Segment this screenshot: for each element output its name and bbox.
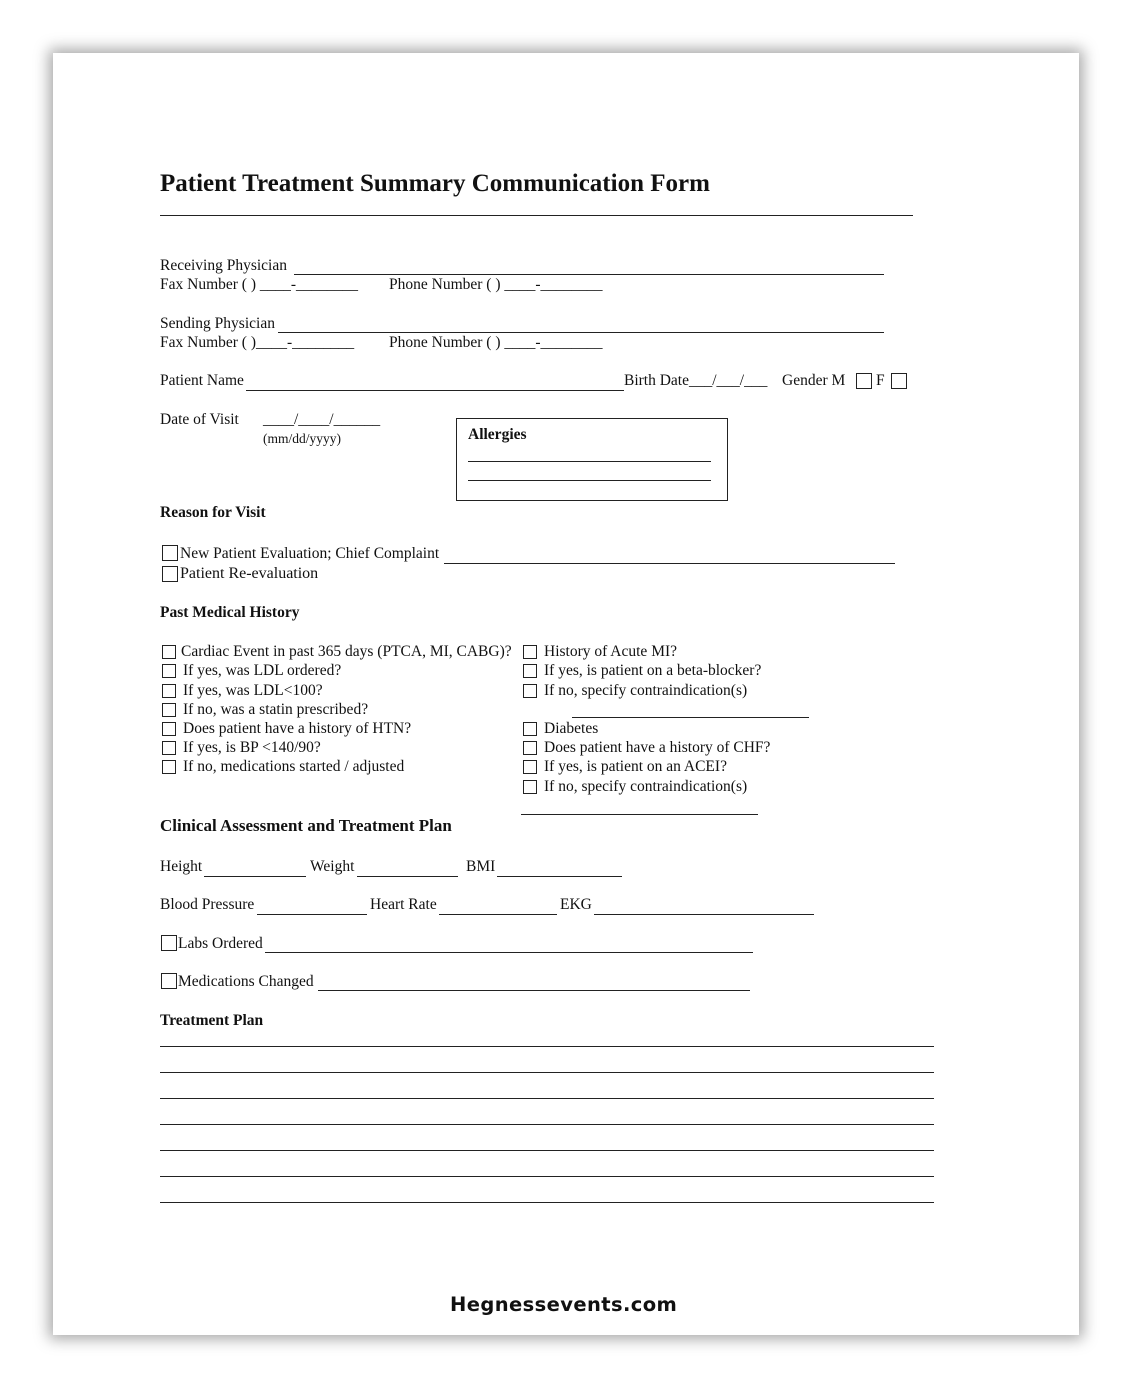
heart-rate-field[interactable]: [439, 914, 557, 915]
acei-label: If yes, is patient on an ACEI?: [544, 758, 727, 775]
sending-fax-field[interactable]: Fax Number ( )____-________: [160, 334, 355, 351]
diabetes-label: Diabetes: [544, 720, 599, 737]
ldl-ordered-label: If yes, was LDL ordered?: [183, 662, 342, 679]
chf-checkbox[interactable]: [523, 741, 537, 755]
contraindication-2-label: If no, specify contraindication(s): [544, 778, 748, 795]
acute-mi-checkbox[interactable]: [523, 645, 537, 659]
treatment-heading: Treatment Plan: [160, 1012, 264, 1029]
acei-checkbox[interactable]: [523, 760, 537, 774]
new-patient-label: New Patient Evaluation; Chief Complaint: [180, 545, 440, 562]
treatment-line-7[interactable]: [160, 1202, 934, 1203]
treatment-line-2[interactable]: [160, 1072, 934, 1073]
re-evaluation-checkbox[interactable]: [162, 566, 178, 582]
sending-phone-field[interactable]: Phone Number ( ) ____-________: [389, 334, 603, 351]
treatment-line-1[interactable]: [160, 1046, 934, 1047]
clinical-heading: Clinical Assessment and Treatment Plan: [160, 816, 452, 835]
sending-physician-label: Sending Physician: [160, 315, 275, 332]
meds-adjusted-checkbox[interactable]: [162, 760, 176, 774]
treatment-line-5[interactable]: [160, 1150, 934, 1151]
labs-ordered-checkbox[interactable]: [161, 935, 177, 951]
heart-rate-label: Heart Rate: [370, 896, 437, 913]
ekg-label: EKG: [560, 896, 592, 913]
htn-label: Does patient have a history of HTN?: [183, 720, 412, 737]
ekg-field[interactable]: [594, 914, 814, 915]
treatment-line-6[interactable]: [160, 1176, 934, 1177]
reason-heading: Reason for Visit: [160, 504, 266, 521]
receiving-physician-label: Receiving Physician: [160, 257, 287, 274]
contraindication-1-field[interactable]: [572, 717, 809, 718]
bmi-label: BMI: [466, 858, 496, 875]
statin-checkbox[interactable]: [162, 703, 176, 717]
re-evaluation-label: Patient Re-evaluation: [180, 565, 319, 582]
receiving-physician-field[interactable]: [294, 274, 884, 275]
medications-changed-field[interactable]: [318, 990, 750, 991]
ldl-under-100-checkbox[interactable]: [162, 684, 176, 698]
labs-ordered-label: Labs Ordered: [178, 935, 263, 952]
diabetes-checkbox[interactable]: [523, 722, 537, 736]
treatment-line-3[interactable]: [160, 1098, 934, 1099]
height-label: Height: [160, 858, 203, 875]
beta-blocker-checkbox[interactable]: [523, 664, 537, 678]
patient-name-field[interactable]: [246, 390, 624, 391]
contraindication-1-label: If no, specify contraindication(s): [544, 682, 748, 699]
allergies-line-1[interactable]: [468, 461, 711, 462]
gender-female-checkbox[interactable]: [891, 373, 907, 389]
weight-label: Weight: [310, 858, 355, 875]
patient-name-label: Patient Name: [160, 372, 244, 389]
beta-blocker-label: If yes, is patient on a beta-blocker?: [544, 662, 762, 679]
ldl-under-100-label: If yes, was LDL<100?: [183, 682, 323, 699]
height-field[interactable]: [204, 876, 306, 877]
acute-mi-label: History of Acute MI?: [544, 643, 678, 660]
allergies-label: Allergies: [468, 426, 527, 443]
statin-label: If no, was a statin prescribed?: [183, 701, 369, 718]
sending-physician-field[interactable]: [278, 332, 884, 333]
labs-ordered-field[interactable]: [265, 952, 753, 953]
htn-checkbox[interactable]: [162, 722, 176, 736]
gender-female-label: F: [876, 372, 885, 389]
gender-label: Gender M: [782, 372, 846, 389]
receiving-fax-field[interactable]: Fax Number ( ) ____-________: [160, 276, 359, 293]
watermark-text: Hegnessevents.com: [450, 1293, 678, 1316]
blood-pressure-label: Blood Pressure: [160, 896, 255, 913]
date-format-hint: (mm/dd/yyyy): [263, 431, 341, 446]
weight-field[interactable]: [357, 876, 458, 877]
page-title: Patient Treatment Summary Communication Form: [160, 170, 710, 197]
chf-label: Does patient have a history of CHF?: [544, 739, 771, 756]
history-heading: Past Medical History: [160, 604, 300, 621]
gender-male-checkbox[interactable]: [856, 373, 872, 389]
bp-label: If yes, is BP <140/90?: [183, 739, 321, 756]
medications-changed-checkbox[interactable]: [161, 973, 177, 989]
cardiac-event-checkbox[interactable]: [162, 645, 176, 659]
blood-pressure-field[interactable]: [257, 914, 367, 915]
date-of-visit-field[interactable]: ____/____/______: [263, 411, 381, 428]
receiving-phone-field[interactable]: Phone Number ( ) ____-________: [389, 276, 603, 293]
cardiac-event-label: Cardiac Event in past 365 days (PTCA, MI, CABG)?: [181, 643, 512, 660]
contraindication-2-checkbox[interactable]: [523, 780, 537, 794]
medications-changed-label: Medications Changed: [178, 973, 314, 990]
chief-complaint-field[interactable]: [444, 563, 895, 564]
birth-date-field[interactable]: Birth Date___/___/___: [624, 372, 768, 389]
allergies-line-2[interactable]: [468, 480, 711, 481]
meds-adjusted-label: If no, medications started / adjusted: [183, 758, 405, 775]
contraindication-1-checkbox[interactable]: [523, 684, 537, 698]
ldl-ordered-checkbox[interactable]: [162, 664, 176, 678]
bp-checkbox[interactable]: [162, 741, 176, 755]
title-rule: [160, 215, 913, 216]
date-of-visit-label: Date of Visit: [160, 411, 239, 428]
bmi-field[interactable]: [497, 876, 622, 877]
treatment-line-4[interactable]: [160, 1124, 934, 1125]
contraindication-2-field[interactable]: [521, 814, 758, 815]
new-patient-checkbox[interactable]: [162, 545, 178, 561]
